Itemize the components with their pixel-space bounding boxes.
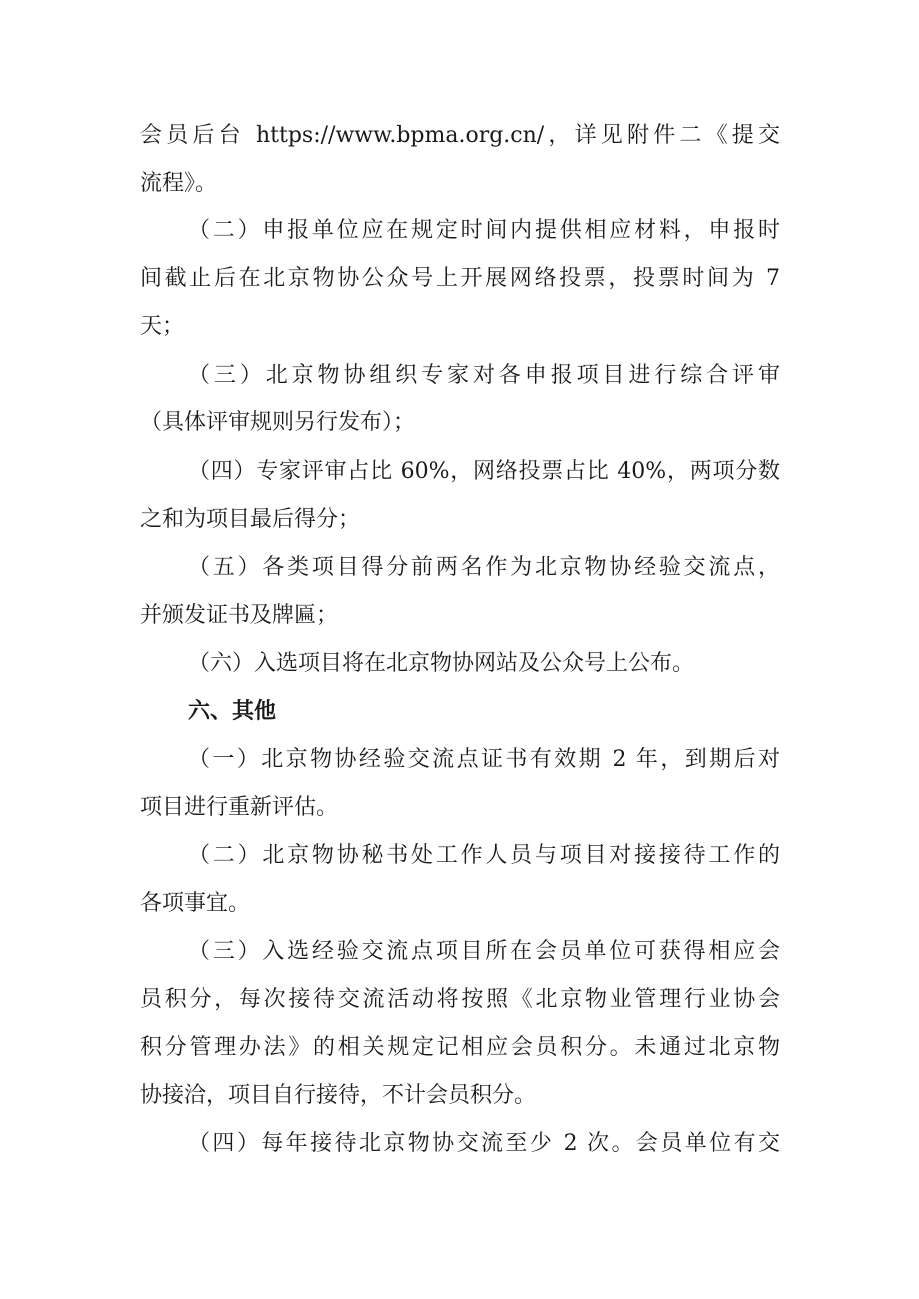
line-20: 积分管理办法》的相关规定记相应会员积分。未通过北京物	[140, 1035, 780, 1060]
section-heading-other: 六、其他	[188, 699, 277, 724]
line-14: （一）北京物协经验交流点证书有效期 2 年，到期后对	[188, 747, 780, 772]
line-10: （五）各类项目得分前两名作为北京物协经验交流点，	[188, 555, 780, 580]
line-22: （四）每年接待北京物协交流至少 2 次。会员单位有交	[188, 1131, 780, 1156]
line-11: 并颁发证书及牌匾；	[140, 603, 339, 628]
line-3: （二）申报单位应在规定时间内提供相应材料，申报时	[188, 218, 780, 243]
line-16: （二）北京物协秘书处工作人员与项目对接接待工作的	[188, 843, 780, 868]
line-15: 项目进行重新评估。	[140, 795, 339, 820]
line-12: （六）入选项目将在北京物协网站及公众号上公布。	[188, 651, 695, 676]
line-21: 协接洽，项目自行接待，不计会员积分。	[140, 1083, 537, 1108]
line-4: 间截止后在北京物协公众号上开展网络投票，投票时间为 7	[140, 266, 780, 291]
line-8: （四）专家评审占比 60%，网络投票占比 40%，两项分数	[188, 459, 780, 484]
line-17: 各项事宜。	[140, 891, 251, 916]
line-9: 之和为项目最后得分；	[140, 507, 361, 532]
line-19: 员积分，每次接待交流活动将按照《北京物业管理行业协会	[140, 987, 780, 1012]
line-1: 会员后台 https://www.bpma.org.cn/，详见附件二《提交	[140, 123, 780, 148]
line-2: 流程》。	[140, 171, 218, 196]
line-18: （三）入选经验交流点项目所在会员单位可获得相应会	[188, 939, 780, 964]
line-6: （三）北京物协组织专家对各申报项目进行综合评审	[188, 363, 780, 388]
line-5: 天；	[140, 314, 185, 339]
line-7: （具体评审规则另行发布）；	[140, 410, 416, 435]
